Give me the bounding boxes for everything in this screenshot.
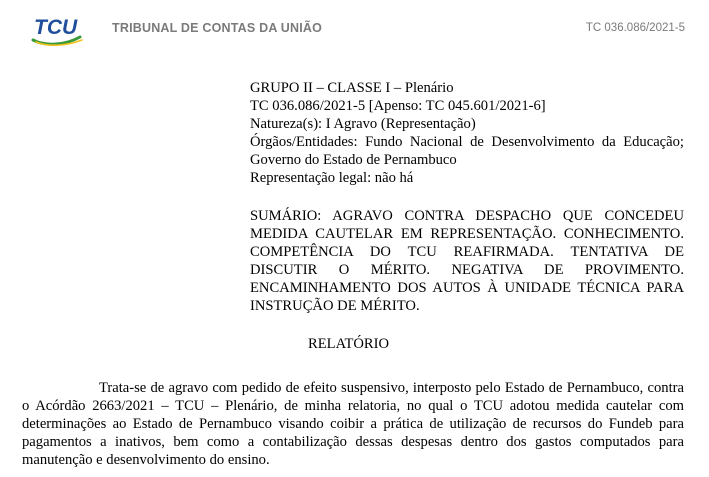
organization-name: TRIBUNAL DE CONTAS DA UNIÃO	[112, 21, 323, 35]
tc-number: TC 036.086/2021-5 [Apenso: TC 045.601/2021-6]	[250, 98, 546, 114]
body-paragraph: Trata-se de agravo com pedido de efeito suspensivo, interposto pelo Estado de Pernambuco, contra o Acórdão 2663/2021 – TCU – Plenário, de minha relatoria, no qual o TCU adotou medida cautelar com determinações ao Estado de Pernambuco visando coibir a prática de utilização de recursos do Fundeb para pagamentos a inativos, bem como a contabilização dessas despesas dentro dos gastos computados para manutenção e desenvolvimento do ensino.	[22, 380, 684, 468]
header-process-number: TC 036.086/2021-5	[585, 22, 685, 34]
logo-text: TCU	[34, 16, 78, 39]
grupo-classe: GRUPO II – CLASSE I – Plenário	[250, 80, 454, 96]
section-title: RELATÓRIO	[308, 336, 390, 352]
tcu-logo	[30, 10, 86, 46]
page-header	[0, 0, 709, 60]
sumario: SUMÁRIO: AGRAVO CONTRA DESPACHO QUE CONCEDEU MEDIDA CAUTELAR EM REPRESENTAÇÃO. CONHECIMENTO. COMPETÊNCIA DO TCU REAFIRMADA. TENTATIVA DE DISCUTIR O MÉRITO. NEGATIVA DE PROVIMENTO. ENCAMINHAMENTO DOS AUTOS À UNIDADE TÉCNICA PARA INSTRUÇÃO DE MÉRITO.	[250, 208, 684, 314]
natureza: Natureza(s): I Agravo (Representação)	[250, 116, 476, 132]
tcu-logo-graphic	[30, 10, 86, 46]
case-metadata	[250, 79, 684, 187]
orgaos-entidades: Órgãos/Entidades: Fundo Nacional de Desenvolvimento da Educação; Governo do Estado de Pernambuco	[250, 134, 684, 168]
representacao-legal: Representação legal: não há	[250, 170, 414, 186]
